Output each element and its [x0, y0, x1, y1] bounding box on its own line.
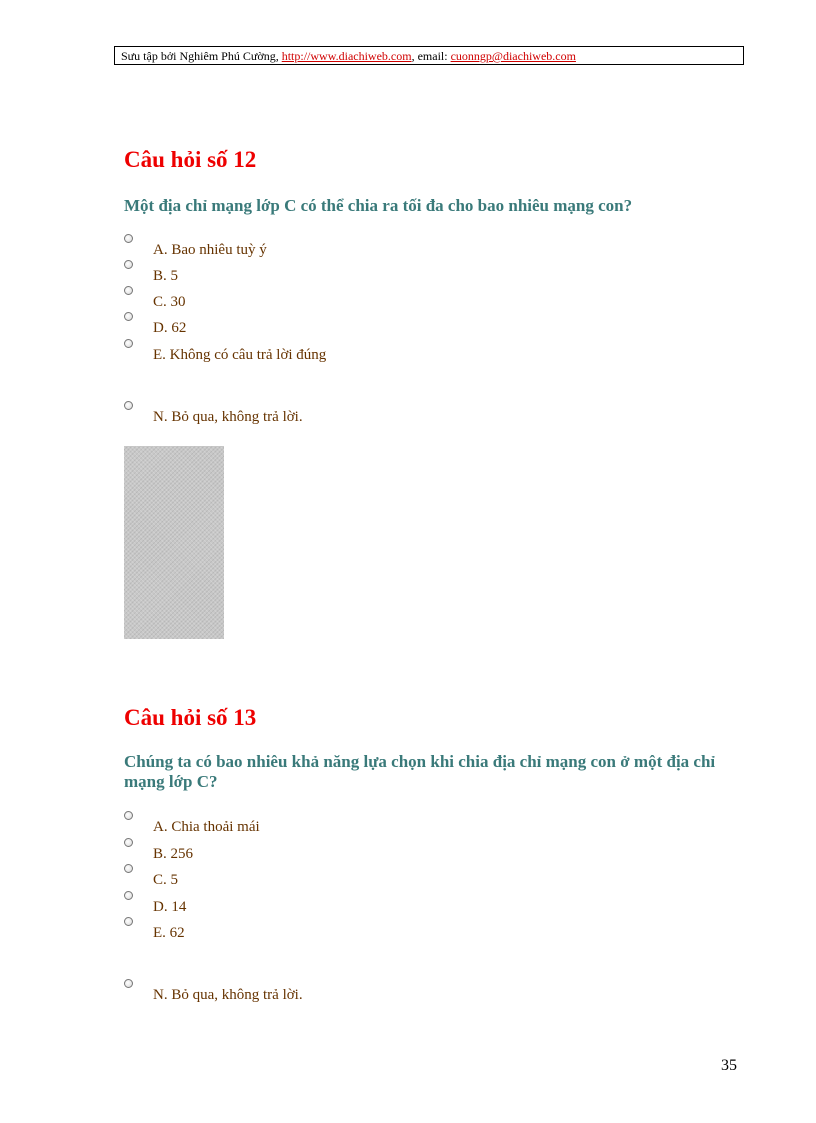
page-number: 35: [721, 1057, 737, 1074]
image-placeholder: [124, 446, 224, 639]
option-label: E. 62: [153, 925, 185, 941]
question-12-title: Câu hỏi số 12: [124, 147, 257, 172]
radio-button[interactable]: [124, 838, 133, 847]
radio-button[interactable]: [124, 312, 133, 321]
email-link[interactable]: cuonngp@diachiweb.com: [450, 49, 576, 63]
header-middle: , email:: [411, 49, 451, 63]
option-label: C. 30: [153, 294, 186, 310]
radio-button[interactable]: [124, 864, 133, 873]
question-13-text: Chúng ta có bao nhiêu khả năng lựa chọn khi chia địa chỉ mạng con ở một địa chỉ mạng lớp C?: [124, 752, 716, 791]
radio-button[interactable]: [124, 339, 133, 348]
option-label: B. 256: [153, 846, 194, 862]
option-label: N. Bỏ qua, không trả lời.: [153, 987, 303, 1003]
radio-button[interactable]: [124, 811, 133, 820]
question-12-text: Một địa chỉ mạng lớp C có thể chia ra tối đa cho bao nhiêu mạng con?: [124, 196, 633, 215]
site-link[interactable]: http://www.diachiweb.com: [281, 49, 412, 63]
radio-button[interactable]: [124, 234, 133, 243]
radio-button[interactable]: [124, 286, 133, 295]
option-label: B. 5: [153, 268, 179, 284]
option-label: C. 5: [153, 872, 179, 888]
radio-button[interactable]: [124, 260, 133, 269]
header-prefix: Sưu tập bởi Nghiêm Phú Cường,: [121, 49, 282, 63]
radio-button[interactable]: [124, 401, 133, 410]
option-label: D. 14: [153, 899, 187, 915]
radio-button[interactable]: [124, 979, 133, 988]
option-label: D. 62: [153, 320, 187, 336]
option-label: N. Bỏ qua, không trả lời.: [153, 409, 303, 425]
option-label: E. Không có câu trả lời đúng: [153, 347, 327, 363]
page-header: [114, 46, 744, 65]
question-13-title: Câu hỏi số 13: [124, 705, 257, 730]
option-label: A. Bao nhiêu tuỳ ý: [153, 242, 267, 258]
radio-button[interactable]: [124, 917, 133, 926]
radio-button[interactable]: [124, 891, 133, 900]
option-label: A. Chia thoải mái: [153, 819, 260, 835]
